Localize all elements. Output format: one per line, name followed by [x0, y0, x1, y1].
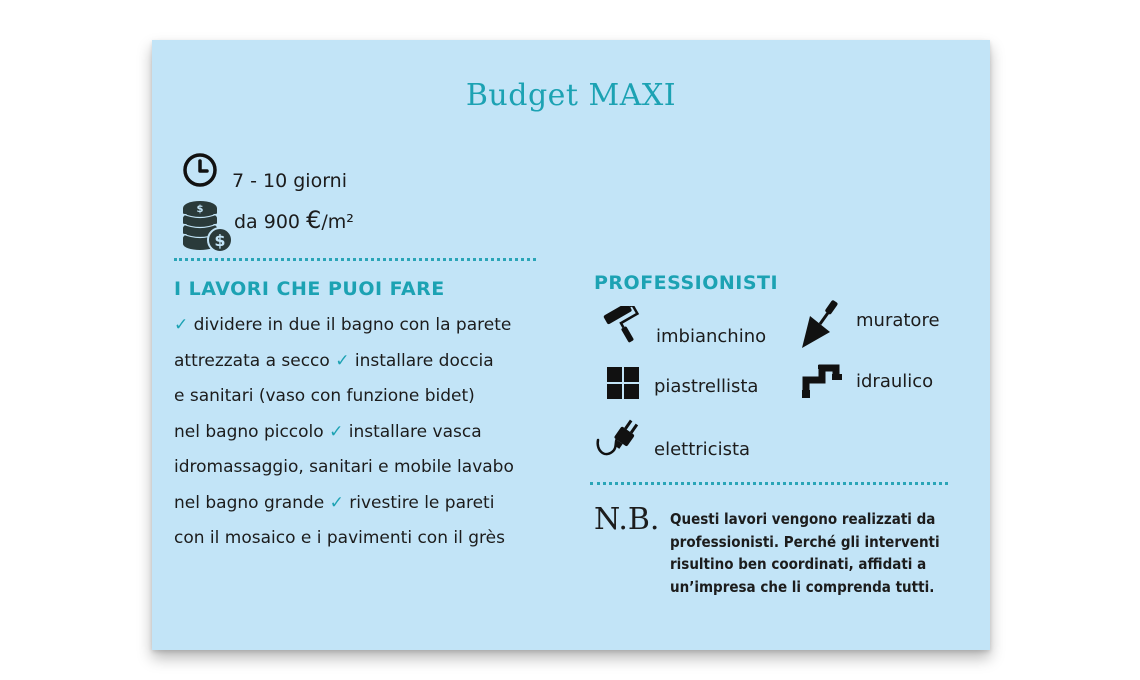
tiles-icon	[606, 366, 640, 405]
nb-text: Questi lavori vengono realizzati da professionisti. Perché gli interventi risultino ben coordinati, affidati a un’impresa che li comprenda tutti.	[670, 510, 940, 596]
lavori-line: attrezzata a secco ✓ installare doccia	[174, 350, 494, 371]
price-row	[180, 198, 234, 259]
check-icon: ✓	[329, 492, 344, 513]
lavori-line: con il mosaico e i pavimenti con il grès	[174, 528, 505, 548]
lavori-line: e sanitari (vaso con funzione bidet)	[174, 386, 475, 406]
trowel-icon	[796, 298, 842, 355]
divider-left	[174, 258, 536, 261]
paint-roller-icon	[594, 306, 642, 351]
check-icon: ✓	[329, 421, 344, 442]
check-icon: ✓	[174, 315, 189, 335]
clock-icon	[182, 152, 218, 193]
lavori-list	[174, 308, 574, 557]
lavori-line: nel bagno grande ✓ rivestire le pareti	[174, 492, 495, 513]
pipe-icon	[800, 362, 846, 405]
duration-row	[182, 152, 218, 193]
price-currency: €	[306, 206, 322, 234]
professionisti-heading: PROFESSIONISTI	[594, 272, 779, 294]
lavori-line: ✓ dividere in due il bagno con la parete	[174, 315, 512, 335]
check-icon: ✓	[335, 350, 350, 371]
duration-text: 7 - 10 giorni	[232, 170, 348, 192]
card-title: Budget MAXI	[465, 78, 677, 113]
prof-muratore: muratore	[796, 298, 940, 355]
lavori-line: nel bagno piccolo ✓ installare vasca	[174, 421, 482, 442]
prof-piastrellista: piastrellista	[606, 366, 758, 405]
coins-dollar-icon	[180, 198, 234, 259]
divider-right	[590, 482, 948, 485]
prof-idraulico: idraulico	[800, 362, 937, 405]
lavori-heading: I LAVORI CHE PUOI FARE	[174, 278, 445, 300]
prof-imbianchino: imbianchino	[594, 306, 766, 351]
prof-elettricista: elettricista	[594, 416, 754, 467]
svg-text:$: $	[196, 204, 204, 215]
plug-icon	[594, 416, 644, 467]
price-text	[234, 206, 354, 234]
lavori-line: idromassaggio, sanitari e mobile lavabo	[174, 457, 514, 477]
budget-card	[152, 40, 990, 650]
nb-mark: N.B.	[594, 502, 660, 537]
svg-text:$: $	[214, 231, 226, 250]
price-prefix: da 900	[234, 211, 307, 233]
price-unit: /m²	[321, 211, 354, 233]
